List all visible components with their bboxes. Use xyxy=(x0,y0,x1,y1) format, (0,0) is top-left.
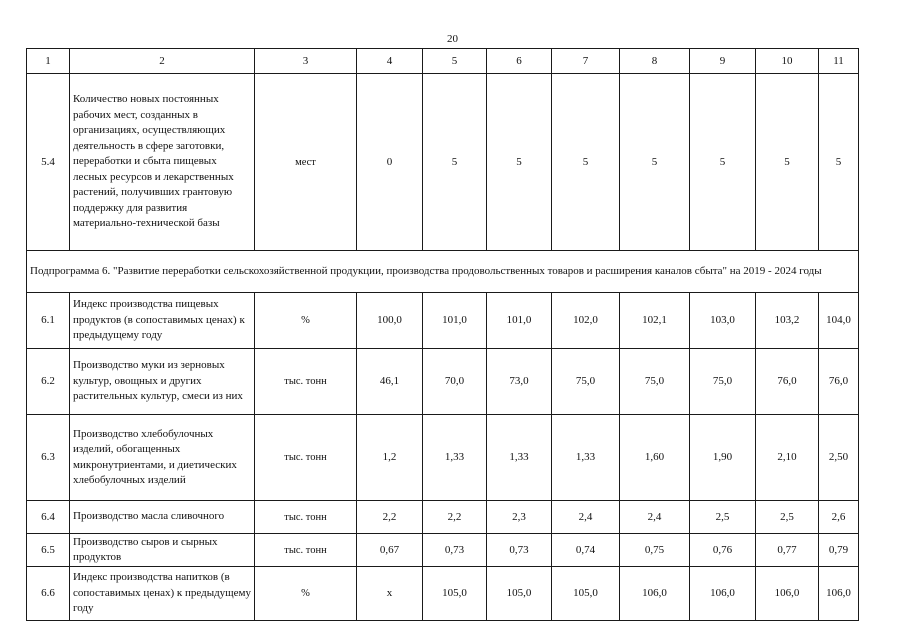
table-row xyxy=(27,293,859,349)
value-cell: 104,0 xyxy=(819,293,859,349)
table-row xyxy=(27,349,859,415)
column-number: 7 xyxy=(552,49,620,74)
table-row xyxy=(27,415,859,501)
unit-cell: мест xyxy=(255,74,357,251)
value-cell: 106,0 xyxy=(756,567,819,621)
value-cell: 73,0 xyxy=(487,349,552,415)
value-cell: 76,0 xyxy=(756,349,819,415)
value-cell: 102,1 xyxy=(620,293,690,349)
unit-cell: тыс. тонн xyxy=(255,534,357,567)
indicator-name: Производство муки из зерновых культур, овощных и других растительных культур, смеси из них xyxy=(70,349,255,415)
value-cell: 2,6 xyxy=(819,501,859,534)
row-number: 6.6 xyxy=(27,567,70,621)
row-number: 6.2 xyxy=(27,349,70,415)
unit-cell: % xyxy=(255,567,357,621)
value-cell: 5 xyxy=(620,74,690,251)
column-number: 5 xyxy=(423,49,487,74)
value-cell: 5 xyxy=(819,74,859,251)
value-cell: 2,2 xyxy=(423,501,487,534)
column-number: 10 xyxy=(756,49,819,74)
value-cell: 2,2 xyxy=(357,501,423,534)
column-number: 9 xyxy=(690,49,756,74)
row-number: 6.1 xyxy=(27,293,70,349)
value-cell: 0,73 xyxy=(423,534,487,567)
value-cell: 0,79 xyxy=(819,534,859,567)
value-cell: 2,3 xyxy=(487,501,552,534)
value-cell: 76,0 xyxy=(819,349,859,415)
row-number: 6.4 xyxy=(27,501,70,534)
column-number: 4 xyxy=(357,49,423,74)
value-cell: 75,0 xyxy=(620,349,690,415)
indicator-name: Индекс производства пищевых продуктов (в сопоставимых ценах) к предыдущему году xyxy=(70,293,255,349)
value-cell: 5 xyxy=(423,74,487,251)
table-row xyxy=(27,567,859,621)
unit-cell: тыс. тонн xyxy=(255,415,357,501)
value-cell: 105,0 xyxy=(552,567,620,621)
unit-cell: тыс. тонн xyxy=(255,501,357,534)
value-cell: 106,0 xyxy=(819,567,859,621)
value-cell: 1,33 xyxy=(487,415,552,501)
value-cell: 0,74 xyxy=(552,534,620,567)
row-number: 5.4 xyxy=(27,74,70,251)
unit-cell: тыс. тонн xyxy=(255,349,357,415)
column-number: 2 xyxy=(70,49,255,74)
table-row xyxy=(27,74,859,251)
value-cell: 105,0 xyxy=(487,567,552,621)
column-number: 11 xyxy=(819,49,859,74)
value-cell: 103,0 xyxy=(690,293,756,349)
column-number-header-row xyxy=(27,49,859,74)
value-cell: 0,76 xyxy=(690,534,756,567)
subprogram-title: Подпрограмма 6. "Развитие переработки сельскохозяйственной продукции, производства продовольственных товаров и расширения каналов сбыта" на 2019 - 2024 годы xyxy=(27,251,859,293)
value-cell: 2,50 xyxy=(819,415,859,501)
value-cell: 105,0 xyxy=(423,567,487,621)
value-cell: 75,0 xyxy=(690,349,756,415)
indicator-name: Производство хлебобулочных изделий, обогащенных микронутриентами, и диетических хлебобулочных изделий xyxy=(70,415,255,501)
row-number: 6.5 xyxy=(27,534,70,567)
value-cell: 106,0 xyxy=(620,567,690,621)
value-cell: 5 xyxy=(756,74,819,251)
value-cell: 2,10 xyxy=(756,415,819,501)
value-cell: 1,60 xyxy=(620,415,690,501)
value-cell: 0 xyxy=(357,74,423,251)
row-number: 6.3 xyxy=(27,415,70,501)
indicators-table xyxy=(26,48,859,621)
value-cell: 0,77 xyxy=(756,534,819,567)
value-cell: 1,2 xyxy=(357,415,423,501)
column-number: 1 xyxy=(27,49,70,74)
value-cell: 101,0 xyxy=(487,293,552,349)
unit-cell: % xyxy=(255,293,357,349)
indicator-name: Производство масла сливочного xyxy=(70,501,255,534)
subprogram-row xyxy=(27,251,859,293)
value-cell: 2,5 xyxy=(756,501,819,534)
value-cell: 2,5 xyxy=(690,501,756,534)
table-row xyxy=(27,534,859,567)
value-cell: 5 xyxy=(690,74,756,251)
page-number: 20 xyxy=(447,33,458,45)
value-cell: 0,67 xyxy=(357,534,423,567)
column-number: 6 xyxy=(487,49,552,74)
value-cell: х xyxy=(357,567,423,621)
indicator-name: Индекс производства напитков (в сопоставимых ценах) к предыдущему году xyxy=(70,567,255,621)
value-cell: 70,0 xyxy=(423,349,487,415)
value-cell: 46,1 xyxy=(357,349,423,415)
value-cell: 5 xyxy=(552,74,620,251)
value-cell: 2,4 xyxy=(552,501,620,534)
value-cell: 5 xyxy=(487,74,552,251)
value-cell: 0,75 xyxy=(620,534,690,567)
value-cell: 101,0 xyxy=(423,293,487,349)
column-number: 3 xyxy=(255,49,357,74)
indicator-name: Производство сыров и сырных продуктов xyxy=(70,534,255,567)
value-cell: 100,0 xyxy=(357,293,423,349)
value-cell: 1,33 xyxy=(552,415,620,501)
value-cell: 106,0 xyxy=(690,567,756,621)
indicator-name: Количество новых постоянных рабочих мест, созданных в организациях, осуществляющих деятельность в сфере заготовки, переработки и сбыта пищевых лесных ресурсов и лекарственных растений, получивших грантовую поддержку для развития материально-технической базы xyxy=(70,74,255,251)
value-cell: 102,0 xyxy=(552,293,620,349)
table-row xyxy=(27,501,859,534)
column-number: 8 xyxy=(620,49,690,74)
value-cell: 103,2 xyxy=(756,293,819,349)
value-cell: 1,33 xyxy=(423,415,487,501)
value-cell: 2,4 xyxy=(620,501,690,534)
value-cell: 75,0 xyxy=(552,349,620,415)
value-cell: 0,73 xyxy=(487,534,552,567)
value-cell: 1,90 xyxy=(690,415,756,501)
